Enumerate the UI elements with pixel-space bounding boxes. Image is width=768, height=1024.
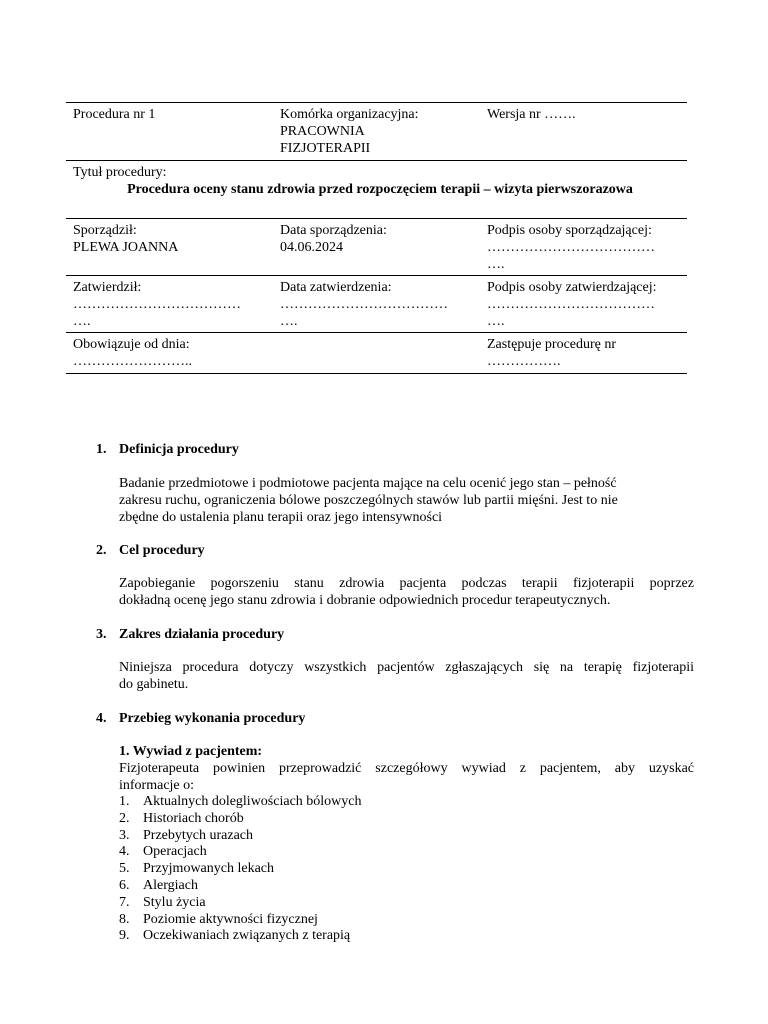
patient-interview-heading: 1. Wywiad z pacjentem: — [119, 744, 263, 759]
list-item-number: 3. — [119, 827, 130, 843]
section-goal-text — [119, 576, 694, 610]
preparation-date-cell — [273, 219, 480, 275]
list-item-text: Alergiach — [143, 877, 198, 893]
list-item-number: 4. — [119, 844, 130, 860]
section-goal-heading — [96, 543, 205, 560]
list-item-number: 1. — [119, 794, 130, 809]
version-cell — [480, 103, 687, 160]
list-item — [119, 895, 362, 912]
justified-line: Fizjoterapeuta powinien przeprowadzić szczegółowy wywiad z pacjentem, aby uzyskać — [119, 761, 694, 776]
valid-from-label: Obowiązuje od dnia: — [73, 337, 190, 352]
list-item-number: 9. — [119, 928, 130, 944]
procedure-title-cell — [66, 161, 687, 218]
replaces-procedure-cell — [480, 333, 687, 373]
list-item-text: Operacjach — [143, 844, 207, 860]
list-item — [119, 794, 362, 811]
section-number: 2. — [96, 543, 107, 558]
section-title: Przebieg wykonania procedury — [119, 711, 306, 726]
section-number: 3. — [96, 627, 107, 642]
approval-date-label: Data zatwierdzenia: — [280, 280, 392, 295]
approval-date-dots: ……………………………… — [280, 296, 448, 312]
replaces-procedure-label: Zastępuje procedurę nr — [487, 337, 617, 352]
paragraph-line: zbędne do ustalenia planu terapii oraz jego intensywności — [119, 509, 443, 525]
valid-from-cell — [66, 333, 273, 373]
procedure-header-table — [66, 102, 687, 374]
list-item — [119, 861, 362, 878]
justified-line: Zapobieganie pogorszeniu stanu zdrowia pacjenta podczas terapii fizjoterapii poprzez — [119, 576, 694, 591]
header-row-title — [66, 160, 687, 218]
preparer-signature-dots: ……………………………… — [487, 239, 655, 255]
procedure-title: Procedura oceny stanu zdrowia przed rozpoczęciem terapii – wizyta pierwszorazowa — [127, 181, 633, 197]
approver-signature-dots: ……………………………… — [487, 296, 655, 312]
section-scope-heading — [96, 627, 284, 644]
list-item — [119, 811, 362, 828]
interview-topics-list — [119, 794, 362, 945]
patient-interview-text — [119, 761, 694, 795]
list-item-text: Historiach chorób — [143, 810, 244, 826]
section-number: 1. — [96, 442, 107, 457]
valid-from-dots: …………………….. — [73, 353, 192, 369]
approval-date-cell — [273, 276, 480, 332]
preparer-signature-dots-end: …. — [487, 256, 505, 272]
paragraph-line — [119, 576, 694, 593]
approver-signature-cell — [480, 276, 687, 332]
list-item-text: Aktualnych dolegliwościach bólowych — [143, 794, 362, 809]
list-item-text: Oczekiwaniach związanych z terapią — [143, 928, 351, 944]
organizational-unit-line1: PRACOWNIA — [280, 123, 365, 139]
header-row-approved — [66, 275, 687, 332]
organizational-unit-line2: FIZJOTERAPII — [280, 140, 371, 156]
paragraph-line: informacje o: — [119, 777, 195, 793]
preparation-date: 04.06.2024 — [280, 239, 343, 255]
header-row-validity — [66, 332, 687, 374]
header-row-prepared — [66, 218, 687, 275]
approval-date-dots-end: …. — [280, 313, 298, 329]
procedure-title-label: Tytuł procedury: — [73, 165, 167, 180]
section-definition-heading — [96, 442, 239, 459]
approved-by-cell — [66, 276, 273, 332]
preparer-signature-cell — [480, 219, 687, 275]
list-item — [119, 912, 362, 929]
section-number: 4. — [96, 711, 107, 726]
paragraph-line: do gabinetu. — [119, 676, 189, 692]
list-item-number: 7. — [119, 894, 130, 910]
section-title: Zakres działania procedury — [119, 627, 285, 642]
list-item-text: Przebytych urazach — [143, 827, 253, 843]
list-item — [119, 928, 362, 945]
prepared-by-label: Sporządził: — [73, 223, 137, 238]
section-scope-text — [119, 660, 694, 694]
approver-signature-dots-end: …. — [487, 313, 505, 329]
list-item-text: Poziomie aktywności fizycznej — [143, 911, 318, 927]
list-item — [119, 878, 362, 895]
section-definition-text — [119, 476, 694, 526]
procedure-number: Procedura nr 1 — [73, 107, 156, 122]
approved-by-dots: ……………………………… — [73, 296, 241, 312]
organizational-unit-cell — [273, 103, 480, 160]
list-item-number: 6. — [119, 877, 130, 893]
section-title: Definicja procedury — [119, 442, 239, 457]
version-number: Wersja nr ……. — [487, 107, 576, 122]
header-row-procedure — [66, 102, 687, 160]
preparation-date-label: Data sporządzenia: — [280, 223, 387, 238]
paragraph-line: dokładną ocenę jego stanu zdrowia i dobranie odpowiednich procedur terapeutycznych. — [119, 592, 611, 608]
empty-cell — [273, 333, 480, 373]
preparer-signature-label: Podpis osoby sporządzającej: — [487, 223, 652, 238]
list-item-number: 2. — [119, 810, 130, 826]
paragraph-line: Badanie przedmiotowe i podmiotowe pacjenta mające na celu ocenić jego stan – pełność — [119, 476, 617, 491]
paragraph-line: zakresu ruchu, ograniczenia bólowe poszczególnych stawów lub partii mięśni. Jest to nie — [119, 492, 618, 508]
list-item-number: 5. — [119, 861, 130, 877]
prepared-by-name: PLEWA JOANNA — [73, 239, 179, 255]
section-execution-heading — [96, 711, 305, 728]
approved-by-label: Zatwierdził: — [73, 280, 142, 295]
organizational-unit-label: Komórka organizacyjna: — [280, 107, 419, 122]
prepared-by-cell — [66, 219, 273, 275]
justified-line: Niniejsza procedura dotyczy wszystkich pacjentów zgłaszających się na terapię fizjoterapii — [119, 660, 694, 675]
list-item — [119, 828, 362, 845]
procedure-number-cell — [66, 103, 273, 160]
replaces-procedure-dots: ……………. — [487, 353, 561, 369]
list-item-text: Stylu życia — [143, 894, 206, 910]
approved-by-dots-end: …. — [73, 313, 91, 329]
approver-signature-label: Podpis osoby zatwierdzającej: — [487, 280, 657, 295]
list-item — [119, 844, 362, 861]
section-title: Cel procedury — [119, 543, 205, 558]
list-item-number: 8. — [119, 911, 130, 927]
list-item-text: Przyjmowanych lekach — [143, 861, 275, 877]
